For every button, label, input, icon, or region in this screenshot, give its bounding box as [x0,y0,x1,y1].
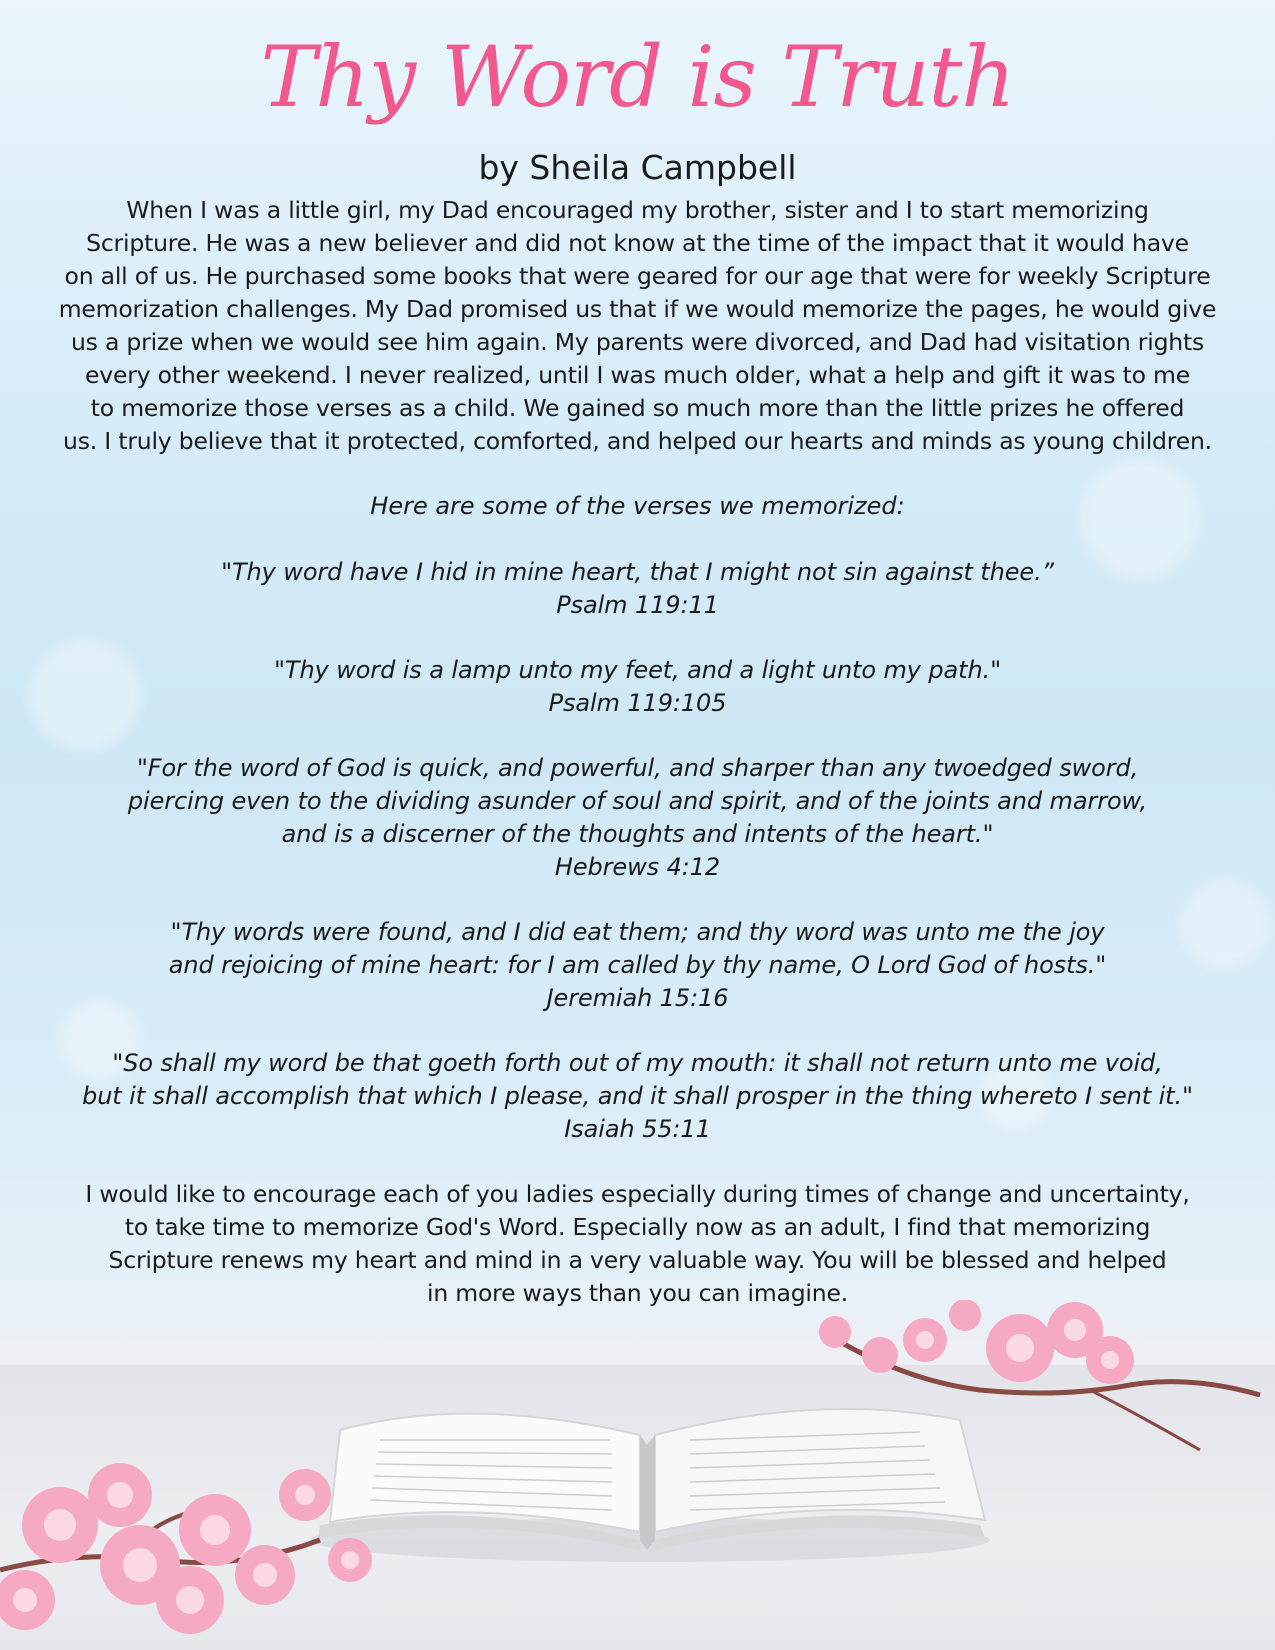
verse-line: "So shall my word be that goeth forth out of my mouth: it shall not return unto me void, [112,1049,1163,1077]
verse-block [20,1047,1255,1146]
cherry-blossom-icon [0,1463,372,1634]
verse-line: "For the word of God is quick, and powerful, and sharper than any twoedged sword, [136,754,1139,782]
open-book-icon [310,1409,990,1562]
verse-line: but it shall accomplish that which I please, and it shall prosper in the thing whereto I sent it." [82,1082,1193,1110]
article-title: Thy Word is Truth [260,28,1015,126]
author-byline: by Sheila Campbell [478,148,797,187]
verse-block [20,752,1255,884]
verses-heading: Here are some of the verses we memorized: [370,492,905,520]
intro-line: on all of us. He purchased some books that were geared for our age that were for weekly Scripture [64,262,1211,290]
verse-line: and rejoicing of mine heart: for I am called by thy name, O Lord God of hosts." [168,951,1107,979]
closing-line: I would like to encourage each of you ladies especially during times of change and uncertainty, [85,1180,1190,1208]
intro-line: to memorize those verses as a child. We gained so much more than the little prizes he offered [90,394,1185,422]
verse-block [20,654,1255,720]
verse-reference: Isaiah 55:11 [564,1115,711,1143]
closing-line: to take time to memorize God's Word. Especially now as an adult, I find that memorizing [124,1213,1151,1241]
verse-line: "Thy word is a lamp unto my feet, and a light unto my path." [273,656,1002,684]
closing-paragraph [40,1178,1235,1310]
verse-block [20,916,1255,1015]
verse-reference: Psalm 119:105 [548,689,727,717]
decorative-illustration [0,1300,1275,1650]
closing-line: in more ways than you can imagine. [427,1279,848,1307]
verse-line: "Thy words were found, and I did eat them; and thy word was unto me the joy [170,918,1105,946]
verse-block [20,556,1255,622]
intro-line: Scripture. He was a new believer and did not know at the time of the impact that it would have [86,229,1189,257]
intro-line: every other weekend. I never realized, until I was much older, what a help and gift it was to me [84,361,1190,389]
intro-line: memorization challenges. My Dad promised us that if we would memorize the pages, he would give [58,295,1217,323]
verse-line: piercing even to the dividing asunder of soul and spirit, and of the joints and marrow, [127,787,1148,815]
intro-line: us a prize when we would see him again. My parents were divorced, and Dad had visitation rights [70,328,1205,356]
verse-line: and is a discerner of the thoughts and intents of the heart." [281,820,994,848]
intro-paragraph [30,194,1245,458]
intro-line: us. I truly believe that it protected, comforted, and helped our hearts and minds as young children. [63,427,1212,455]
verse-reference: Jeremiah 15:16 [546,984,729,1012]
closing-line: Scripture renews my heart and mind in a very valuable way. You will be blessed and helped [108,1246,1167,1274]
verse-line: "Thy word have I hid in mine heart, that I might not sin against thee.” [221,558,1054,586]
verse-reference: Hebrews 4:12 [554,853,721,881]
verse-reference: Psalm 119:11 [556,591,719,619]
intro-line: When I was a little girl, my Dad encouraged my brother, sister and I to start memorizing [126,196,1149,224]
